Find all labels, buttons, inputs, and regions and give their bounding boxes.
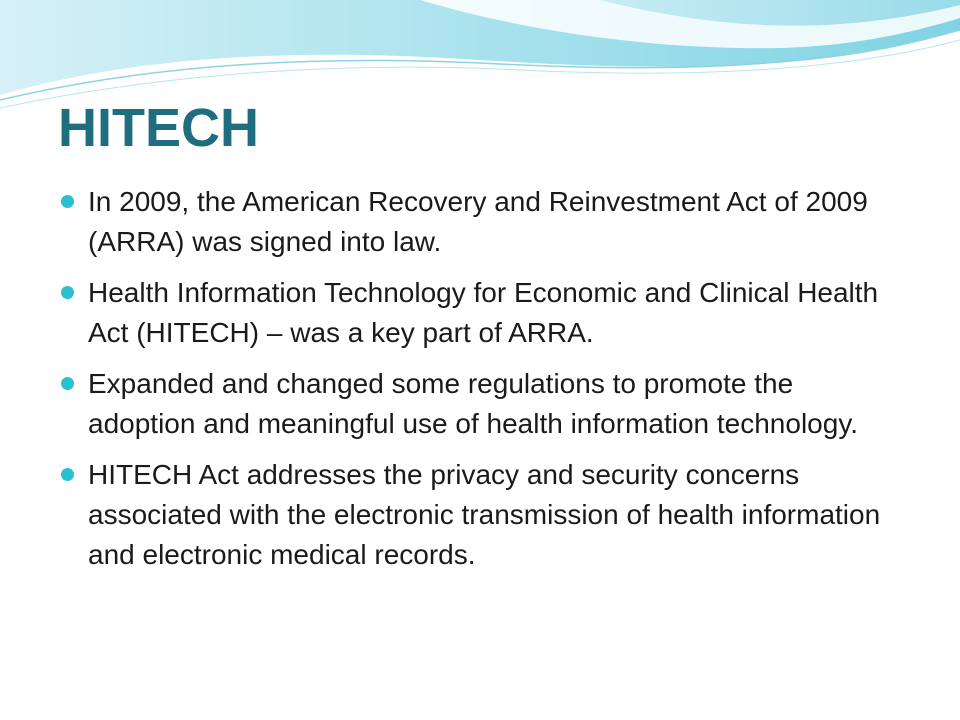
bullet-dot-icon: [61, 377, 74, 390]
bullet-dot-icon: [61, 195, 74, 208]
bullet-text: In 2009, the American Recovery and Reinvestment Act of 2009 (ARRA) was signed into law.: [88, 186, 868, 257]
list-item: [58, 364, 908, 444]
bullet-dot-icon: [61, 468, 74, 481]
bullet-dot-icon: [61, 286, 74, 299]
bullet-text: Expanded and changed some regulations to promote the adoption and meaningful use of health information technology.: [88, 368, 859, 439]
bullet-text: HITECH Act addresses the privacy and security concerns associated with the electronic transmission of health information and electronic medical records.: [88, 459, 881, 570]
bullet-list: [58, 182, 908, 586]
list-item: [58, 455, 908, 575]
bullet-text: Health Information Technology for Economic and Clinical Health Act (HITECH) – was a key part of ARRA.: [88, 277, 879, 348]
list-item: [58, 182, 908, 262]
list-item: [58, 273, 908, 353]
slide-title: HITECH: [58, 98, 259, 158]
